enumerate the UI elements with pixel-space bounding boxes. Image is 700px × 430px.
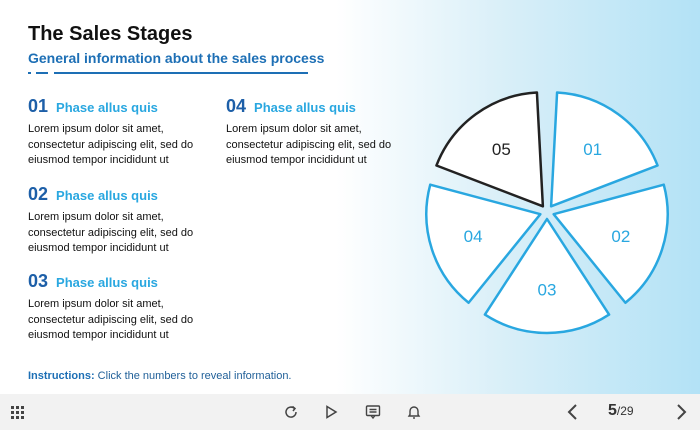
current-page: 5: [608, 402, 617, 419]
phase-name: Phase allus quis: [56, 100, 158, 115]
prev-icon[interactable]: [562, 394, 584, 430]
phase-description: Lorem ipsum dolor sit amet, consectetur adipiscing elit, sed do eiusmod tempor incididunt ut: [28, 123, 194, 166]
instructions-text: Click the numbers to reveal information.: [94, 370, 292, 382]
phase-name: Phase allus quis: [254, 100, 356, 115]
next-icon[interactable]: [670, 394, 692, 430]
pie-segment-label-02[interactable]: 02: [611, 227, 631, 247]
phase-name: Phase allus quis: [56, 188, 158, 203]
phase-number: 01: [28, 96, 49, 116]
pie-segment-05[interactable]: [436, 92, 542, 206]
pie-segment-label-05[interactable]: 05: [491, 140, 511, 160]
phase-number: 02: [28, 184, 49, 204]
page-indicator: [608, 402, 634, 420]
pie-segment-label-04[interactable]: 04: [463, 227, 483, 247]
slide-subtitle: General information about the sales process: [28, 50, 325, 66]
bell-icon[interactable]: [403, 394, 425, 430]
phase-description: Lorem ipsum dolor sit amet, consectetur adipiscing elit, sed do eiusmod tempor incididunt ut: [226, 123, 392, 166]
phase-number: 04: [226, 96, 247, 116]
phase-description: Lorem ipsum dolor sit amet, consectetur adipiscing elit, sed do eiusmod tempor incididunt ut: [28, 298, 194, 341]
slide-title: The Sales Stages: [28, 23, 193, 45]
pie-segment-label-03[interactable]: 03: [537, 280, 557, 300]
phase-name: Phase allus quis: [56, 275, 158, 290]
instructions-label: Instructions:: [28, 370, 95, 382]
replay-icon[interactable]: [280, 394, 302, 430]
pie-segment-label-01[interactable]: 01: [583, 140, 603, 160]
play-icon[interactable]: [320, 394, 342, 430]
player-toolbar: [0, 394, 700, 430]
grid-menu-icon[interactable]: [6, 394, 30, 430]
phase-number: 03: [28, 271, 49, 291]
phase-description: Lorem ipsum dolor sit amet, consectetur adipiscing elit, sed do eiusmod tempor incididunt ut: [28, 211, 194, 254]
instructions: [28, 370, 292, 382]
comment-icon[interactable]: [362, 394, 384, 430]
total-pages: /29: [616, 404, 634, 418]
pie-segment-01[interactable]: [551, 92, 657, 206]
